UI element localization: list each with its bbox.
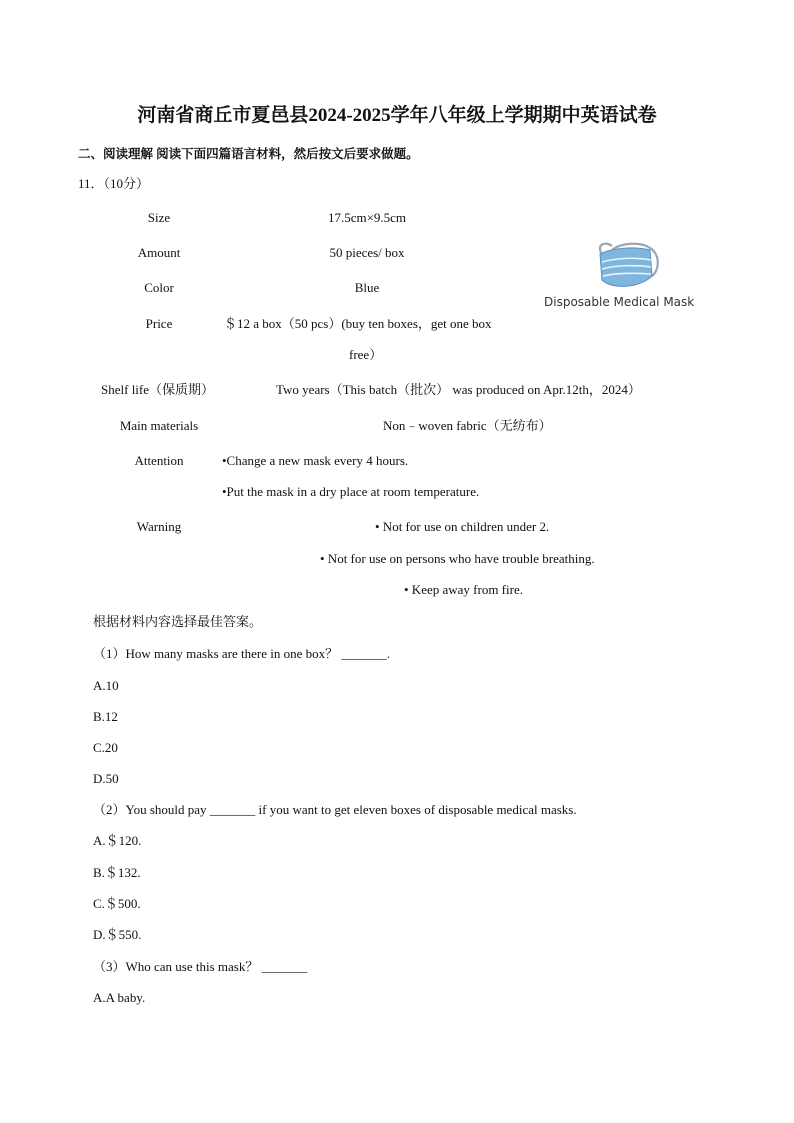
question-2-prompt: （2）You should pay _______ if you want to get eleven boxes of disposable medical masks.: [93, 802, 577, 817]
q3-option[interactable]: A.A baby.: [93, 990, 146, 1005]
color-label: Color: [144, 280, 174, 295]
materials-value: Non﹣woven fabric（无纺布）: [383, 418, 552, 433]
q1-option[interactable]: C.20: [93, 740, 118, 755]
warning-item: • Not for use on persons who have trouble breathing.: [320, 551, 595, 566]
question-number: 11．（10分）: [78, 176, 150, 191]
instruction: 根据材料内容选择最佳答案。: [93, 614, 263, 629]
q1-option[interactable]: B.12: [93, 709, 118, 724]
attention-label: Attention: [134, 453, 184, 468]
attention-item: •Change a new mask every 4 hours.: [222, 453, 409, 468]
mask-caption: Disposable Medical Mask: [544, 295, 695, 309]
medical-mask-icon: [594, 236, 664, 292]
amount-value: 50 pieces/ box: [329, 245, 405, 260]
color-value: Blue: [354, 280, 380, 295]
question-3-prompt: （3）Who can use this mask？ _______: [93, 959, 308, 974]
q2-option[interactable]: D.＄550.: [93, 927, 142, 942]
warning-item: • Keep away from fire.: [404, 582, 523, 597]
materials-label: Main materials: [119, 418, 199, 433]
q2-option[interactable]: B.＄132.: [93, 865, 141, 880]
price-value-line1: ＄12 a box（50 pcs）(buy ten boxes，get one box: [224, 316, 492, 331]
price-label: Price: [145, 316, 173, 331]
section-heading: 二、阅读理解 阅读下面四篇语言材料，然后按文后要求做题。: [78, 147, 419, 161]
shelf-life-label: Shelf life（保质期）: [101, 382, 215, 397]
warning-label: Warning: [136, 519, 182, 534]
q2-option[interactable]: A.＄120.: [93, 833, 142, 848]
q2-option[interactable]: C.＄500.: [93, 896, 141, 911]
page-title: 河南省商丘市夏邑县2024-2025学年八年级上学期期中英语试卷: [137, 105, 657, 126]
warning-item: • Not for use on children under 2.: [375, 519, 550, 534]
attention-item: •Put the mask in a dry place at room temperature.: [222, 484, 480, 499]
q1-option[interactable]: D.50: [93, 771, 119, 786]
question-1-prompt: （1）How many masks are there in one box？ _______.: [93, 646, 391, 661]
shelf-life-value: Two years（This batch（批次） was produced on Apr.12th，2024）: [276, 382, 641, 397]
size-label: Size: [147, 210, 171, 225]
price-value-line2: free）: [349, 347, 383, 362]
amount-label: Amount: [137, 245, 181, 260]
q1-option[interactable]: A.10: [93, 678, 119, 693]
mask-illustration: [594, 236, 664, 292]
size-value: 17.5cm×9.5cm: [327, 210, 407, 225]
